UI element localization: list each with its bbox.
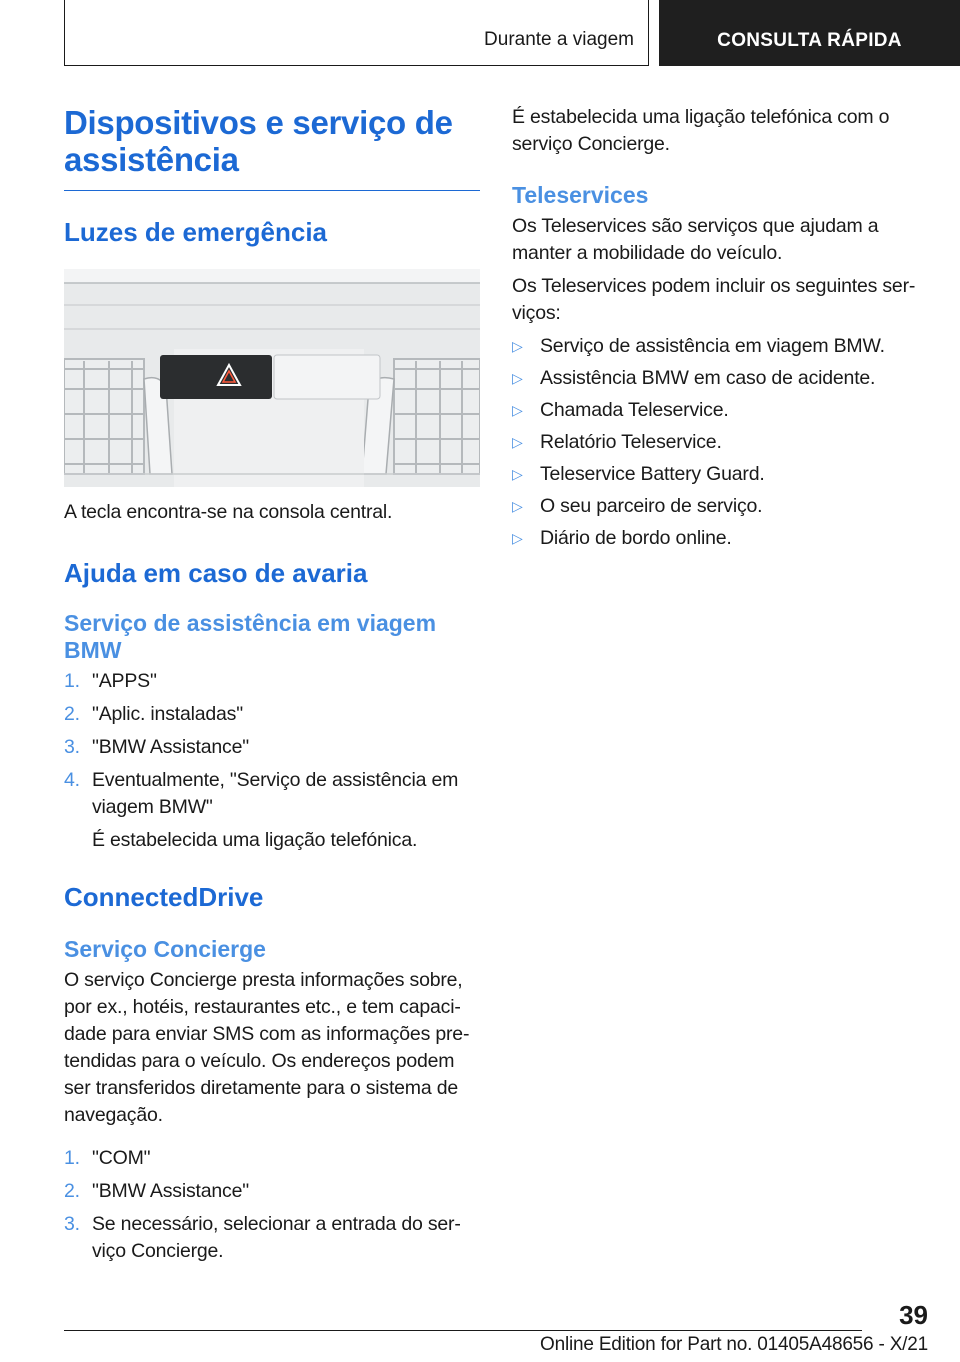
step-note: É estabelecida uma ligação telefónica. xyxy=(92,829,418,851)
triangle-right-icon: ▷ xyxy=(512,530,523,546)
concierge-body: O serviço Concierge presta informações sobre, por ex., hotéis, restaurantes etc., e tem capacidade para enviar SMS com as informações pretendidas para o veículo. Os endereços podem ser transferidos diretamente para o sistema de navegação. xyxy=(64,969,470,1126)
chapter-tab: CONSULTA RÁPIDA xyxy=(659,0,960,66)
left-column xyxy=(64,104,480,1271)
breakdown-heading: Ajuda em caso de avaria xyxy=(64,558,368,588)
list-item: 2. "BMW Assistance" xyxy=(64,1180,249,1202)
teleservices-list xyxy=(512,333,927,552)
list-item: ▷ Diário de bordo online. xyxy=(512,525,927,552)
list-item: 3. Se necessário, selecionar a entrada do serviço Concierge. xyxy=(64,1213,461,1262)
footer-rule xyxy=(64,1330,862,1331)
concierge-subheading: Serviço Concierge xyxy=(64,936,266,962)
triangle-right-icon: ▷ xyxy=(512,498,523,514)
concierge-steps xyxy=(64,1145,480,1265)
triangle-right-icon: ▷ xyxy=(512,370,523,386)
edition-line: Online Edition for Part no. 01405A48656 - X/21 xyxy=(540,1334,928,1355)
list-item: ▷ Relatório Teleservice. xyxy=(512,429,927,456)
triangle-right-icon: ▷ xyxy=(512,434,523,450)
roadside-subheading: Serviço de assistência em viagem BMW xyxy=(64,610,437,663)
roadside-steps xyxy=(64,668,480,854)
list-item: ▷ O seu parceiro de serviço. xyxy=(512,493,927,520)
page-title: Dispositivos e serviço de assistência xyxy=(64,104,453,178)
teleservices-p2: Os Teleservices podem incluir os seguintes serviços: xyxy=(512,275,916,324)
connected-heading: ConnectedDrive xyxy=(64,882,264,912)
concierge-intro: É estabelecida uma ligação telefónica com o serviço Concierge. xyxy=(512,106,890,155)
teleservices-p1: Os Teleservices são serviços que ajudam a manter a mobilidade do veículo. xyxy=(512,215,879,264)
triangle-right-icon: ▷ xyxy=(512,338,523,354)
page-header xyxy=(64,0,960,66)
list-item: 1. "COM" xyxy=(64,1147,151,1169)
list-item: ▷ Assistência BMW em caso de acidente. xyxy=(512,365,927,392)
list-item: 3. "BMW Assistance" xyxy=(64,736,249,758)
list-item: 1. "APPS" xyxy=(64,670,157,692)
hazard-switch-illustration xyxy=(64,269,480,487)
list-item: ▷ Teleservice Battery Guard. xyxy=(512,461,927,488)
section-tab: Durante a viagem xyxy=(64,0,649,66)
list-item: 2. "Aplic. instaladas" xyxy=(64,703,243,725)
list-item: ▷ Serviço de assistência em viagem BMW. xyxy=(512,333,927,360)
teleservices-heading: Teleservices xyxy=(512,182,649,208)
triangle-right-icon: ▷ xyxy=(512,402,523,418)
page-number: 39 xyxy=(899,1300,928,1330)
hazard-heading: Luzes de emergência xyxy=(64,217,327,247)
title-rule xyxy=(64,190,480,191)
list-item: ▷ Chamada Teleservice. xyxy=(512,397,927,424)
triangle-right-icon: ▷ xyxy=(512,466,523,482)
console-drawing xyxy=(64,269,480,487)
right-column xyxy=(512,104,927,557)
list-item: 4. Eventualmente, "Serviço de assistência em viagem BMW" É estabelecida uma ligação telefónica. xyxy=(64,767,480,854)
hazard-caption: A tecla encontra-se na consola central. xyxy=(64,501,393,523)
